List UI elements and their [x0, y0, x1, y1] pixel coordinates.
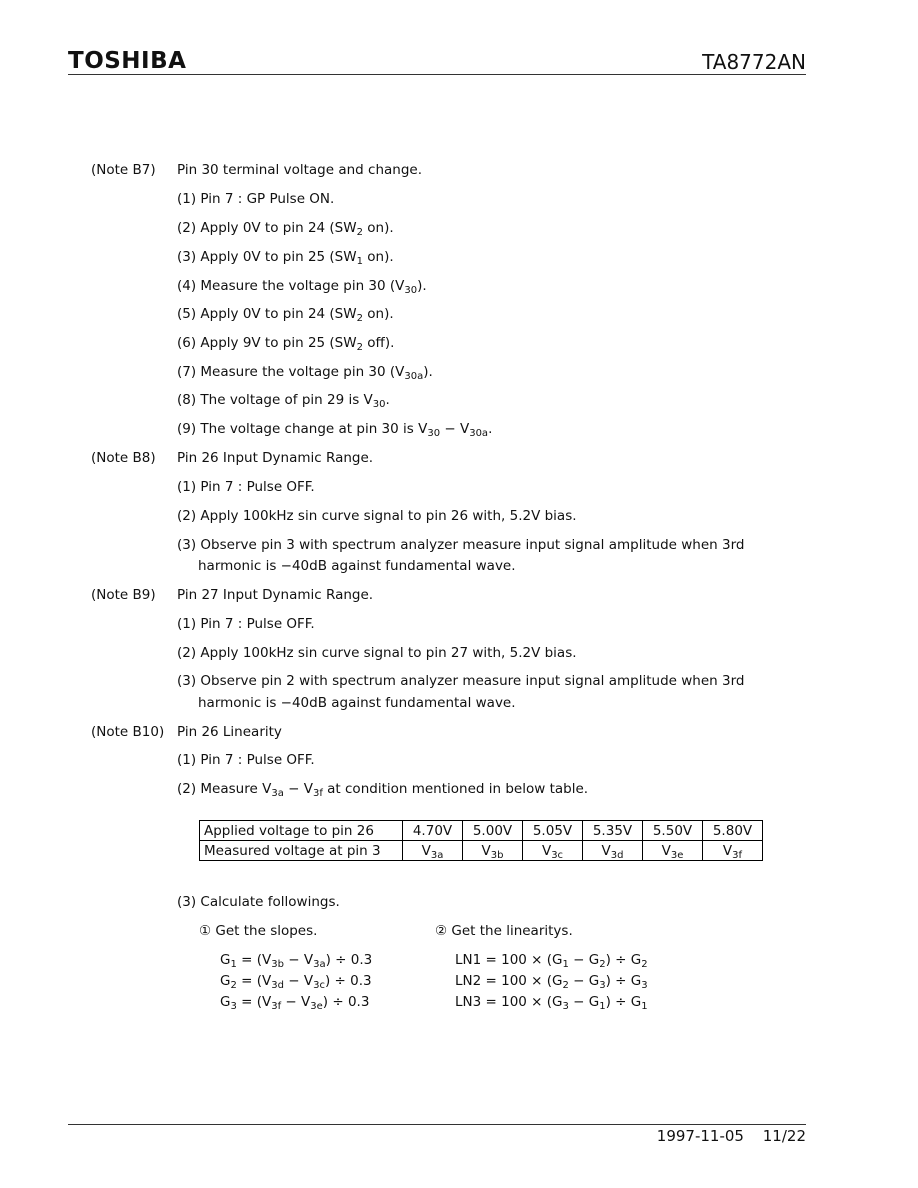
footer-date: 1997-11-05	[656, 1127, 744, 1145]
b9-step-3-cont: harmonic is −40dB against fundamental wave.	[198, 695, 516, 711]
part-number: TA8772AN	[702, 50, 806, 74]
b7-step-3: (3) Apply 0V to pin 25 ($SW_1$ on).	[177, 249, 394, 267]
b10-step-3: (3) Calculate followings.	[177, 894, 340, 910]
b9-step-3: (3) Observe pin 2 with spectrum analyzer measure input signal amplitude when 3rd	[177, 673, 745, 689]
footer	[643, 1127, 806, 1145]
note-b9-title: Pin 27 Input Dynamic Range.	[177, 587, 374, 603]
table-cell: $V_{3d}$	[583, 841, 643, 861]
b7-step-6: (6) Apply 9V to pin 25 ($SW_2$ off).	[177, 335, 395, 353]
table-cell: 5.50V	[643, 821, 703, 841]
b7-step-9: (9) The voltage change at pin 30 is $V_{30} - V_{30a}$.	[177, 421, 493, 439]
linearity-formula-ln1: $LN1 = 100 \times (G_1 - G_2) \div G_2$	[455, 952, 648, 970]
table-cell: $V_{3b}$	[463, 841, 523, 861]
linearity-formula-ln3: $LN3 = 100 \times (G_3 - G_1) \div G_1$	[455, 994, 648, 1012]
table-cell: Applied voltage to pin 26	[200, 821, 403, 841]
table-cell: 5.80V	[703, 821, 763, 841]
note-b7-label: (Note B7)	[91, 162, 156, 178]
b7-step-7: (7) Measure the voltage pin 30 $(V_{30a})$.	[177, 364, 433, 382]
b10-step-1: (1) Pin 7 : Pulse OFF.	[177, 752, 315, 768]
toshiba-logo: TOSHIBA	[68, 48, 187, 74]
note-b8-label: (Note B8)	[91, 450, 156, 466]
b10-step-2: (2) Measure $V_{3a} - V_{3f}$ at condition mentioned in below table.	[177, 781, 589, 799]
b7-step-1: (1) Pin 7 : GP Pulse ON.	[177, 191, 335, 207]
slope-formula-g1: $G_1 = (V_{3b} - V_{3a}) \div 0.3$	[220, 952, 373, 970]
note-b7-title: Pin 30 terminal voltage and change.	[177, 162, 422, 178]
header-rule	[68, 74, 806, 75]
linearity-formula-ln2: $LN2 = 100 \times (G_2 - G_3) \div G_3$	[455, 973, 648, 991]
b7-step-5: (5) Apply 0V to pin 24 ($SW_2$ on).	[177, 306, 394, 324]
page-number: 11/22	[762, 1127, 806, 1145]
b7-step-8: (8) The voltage of pin 29 is $V_{30}$.	[177, 392, 390, 410]
table-row	[200, 821, 763, 841]
slopes-heading: ① Get the slopes.	[199, 923, 318, 939]
table-cell: $V_{3e}$	[643, 841, 703, 861]
table-cell: 5.00V	[463, 821, 523, 841]
b8-step-3-cont: harmonic is −40dB against fundamental wave.	[198, 558, 516, 574]
b7-step-2: (2) Apply 0V to pin 24 ($SW_2$ on).	[177, 220, 394, 238]
b8-step-1: (1) Pin 7 : Pulse OFF.	[177, 479, 315, 495]
table-cell: $V_{3f}$	[703, 841, 763, 861]
table-cell: $V_{3a}$	[403, 841, 463, 861]
b8-step-2: (2) Apply 100kHz sin curve signal to pin 26 with, 5.2V bias.	[177, 508, 577, 524]
condition-table	[199, 820, 763, 861]
b9-step-1: (1) Pin 7 : Pulse OFF.	[177, 616, 315, 632]
slope-formula-g3: $G_3 = (V_{3f} - V_{3e}) \div 0.3$	[220, 994, 370, 1012]
b9-step-2: (2) Apply 100kHz sin curve signal to pin 27 with, 5.2V bias.	[177, 645, 577, 661]
table-cell: 5.05V	[523, 821, 583, 841]
table-cell: $V_{3c}$	[523, 841, 583, 861]
table-cell: 4.70V	[403, 821, 463, 841]
footer-rule	[68, 1124, 806, 1125]
b7-step-4: (4) Measure the voltage pin 30 $(V_{30})$.	[177, 278, 427, 296]
note-b9-label: (Note B9)	[91, 587, 156, 603]
table-row	[200, 841, 763, 861]
table-cell: Measured voltage at pin 3	[200, 841, 403, 861]
b8-step-3: (3) Observe pin 3 with spectrum analyzer measure input signal amplitude when 3rd	[177, 537, 745, 553]
table-cell: 5.35V	[583, 821, 643, 841]
note-b10-title: Pin 26 Linearity	[177, 724, 282, 740]
note-b8-title: Pin 26 Input Dynamic Range.	[177, 450, 374, 466]
note-b10-label: (Note B10)	[91, 724, 165, 740]
slope-formula-g2: $G_2 = (V_{3d} - V_{3c}) \div 0.3$	[220, 973, 372, 991]
linearity-heading: ② Get the linearitys.	[435, 923, 573, 939]
